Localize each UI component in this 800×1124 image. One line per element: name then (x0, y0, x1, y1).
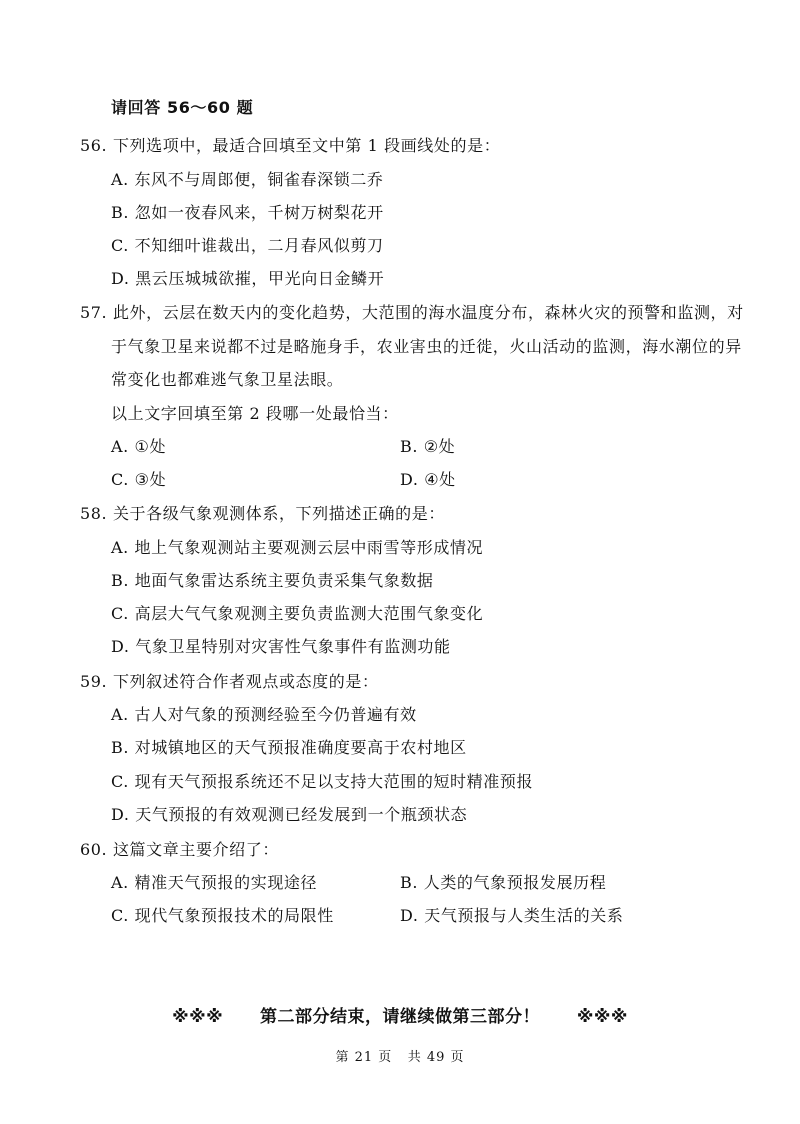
question-text: 关于各级气象观测体系，下列描述正确的是： (112, 504, 445, 523)
question-text: 此外，云层在数天内的变化趋势，大范围的海水温度分布，森林火灾的预警和监测，对 (112, 303, 744, 322)
option-58-a[interactable]: A. 地上气象观测站主要观测云层中雨雪等形成情况 (111, 538, 484, 557)
option-60-d[interactable]: D. 天气预报与人类生活的关系 (400, 906, 624, 925)
question-number: 60. (80, 840, 108, 859)
option-60-b[interactable]: B. 人类的气象预报发展历程 (400, 873, 607, 892)
option-56-a[interactable]: A. 东风不与周郎便，铜雀春深锁二乔 (111, 170, 384, 189)
option-58-c[interactable]: C. 高层大气气象观测主要负责监测大范围气象变化 (111, 604, 484, 623)
option-60-a[interactable]: A. 精准天气预报的实现途径 (111, 873, 318, 892)
section-title: 请回答 56～60 题 (111, 98, 254, 117)
option-57-c[interactable]: C. ③处 (111, 470, 167, 489)
option-59-a[interactable]: A. 古人对气象的预测经验至今仍普遍有效 (111, 705, 417, 724)
question-text: 这篇文章主要介绍了： (112, 840, 279, 859)
question-58 (80, 504, 445, 524)
question-text: 下列叙述符合作者观点或态度的是： (112, 672, 379, 691)
question-57-text-line-2: 于气象卫星来说都不过是略施身手，农业害虫的迁徙，火山活动的监测，海水潮位的异 (111, 337, 742, 356)
option-58-b[interactable]: B. 地面气象雷达系统主要负责采集气象数据 (111, 571, 434, 590)
option-59-b[interactable]: B. 对城镇地区的天气预报准确度要高于农村地区 (111, 738, 467, 757)
option-57-b[interactable]: B. ②处 (400, 437, 456, 456)
question-57 (80, 303, 744, 323)
decorative-marks-right: ※※※ (576, 1007, 628, 1027)
option-58-d[interactable]: D. 气象卫星特别对灾害性气象事件有监测功能 (111, 637, 451, 656)
option-56-c[interactable]: C. 不知细叶谁裁出，二月春风似剪刀 (111, 236, 384, 255)
option-56-d[interactable]: D. 黑云压城城欲摧，甲光向日金鳞开 (111, 269, 385, 288)
option-59-d[interactable]: D. 天气预报的有效观测已经发展到一个瓶颈状态 (111, 805, 468, 824)
option-57-d[interactable]: D. ④处 (400, 470, 456, 489)
option-57-a[interactable]: A. ①处 (111, 437, 167, 456)
question-57-text-line-3: 常变化也都难逃气象卫星法眼。 (111, 370, 344, 389)
question-number: 56. (80, 136, 108, 155)
question-number: 57. (80, 303, 108, 322)
option-59-c[interactable]: C. 现有天气预报系统还不足以支持大范围的短时精准预报 (111, 772, 534, 791)
decorative-marks-left: ※※※ (172, 1007, 224, 1027)
section-end-banner (0, 1002, 800, 1027)
question-59 (80, 672, 379, 692)
section-end-message: 第二部分结束，请继续做第三部分！ (260, 1007, 540, 1027)
question-number: 59. (80, 672, 108, 691)
question-57-subprompt: 以上文字回填至第 2 段哪一处最恰当： (111, 404, 399, 423)
option-60-c[interactable]: C. 现代气象预报技术的局限性 (111, 906, 334, 925)
question-60 (80, 840, 279, 860)
option-56-b[interactable]: B. 忽如一夜春风来，千树万树梨花开 (111, 203, 384, 222)
question-56 (80, 136, 500, 156)
question-number: 58. (80, 504, 108, 523)
page-number: 第 21 页 共 49 页 (335, 1050, 465, 1065)
question-text: 下列选项中，最适合回填至文中第 1 段画线处的是： (112, 136, 501, 155)
